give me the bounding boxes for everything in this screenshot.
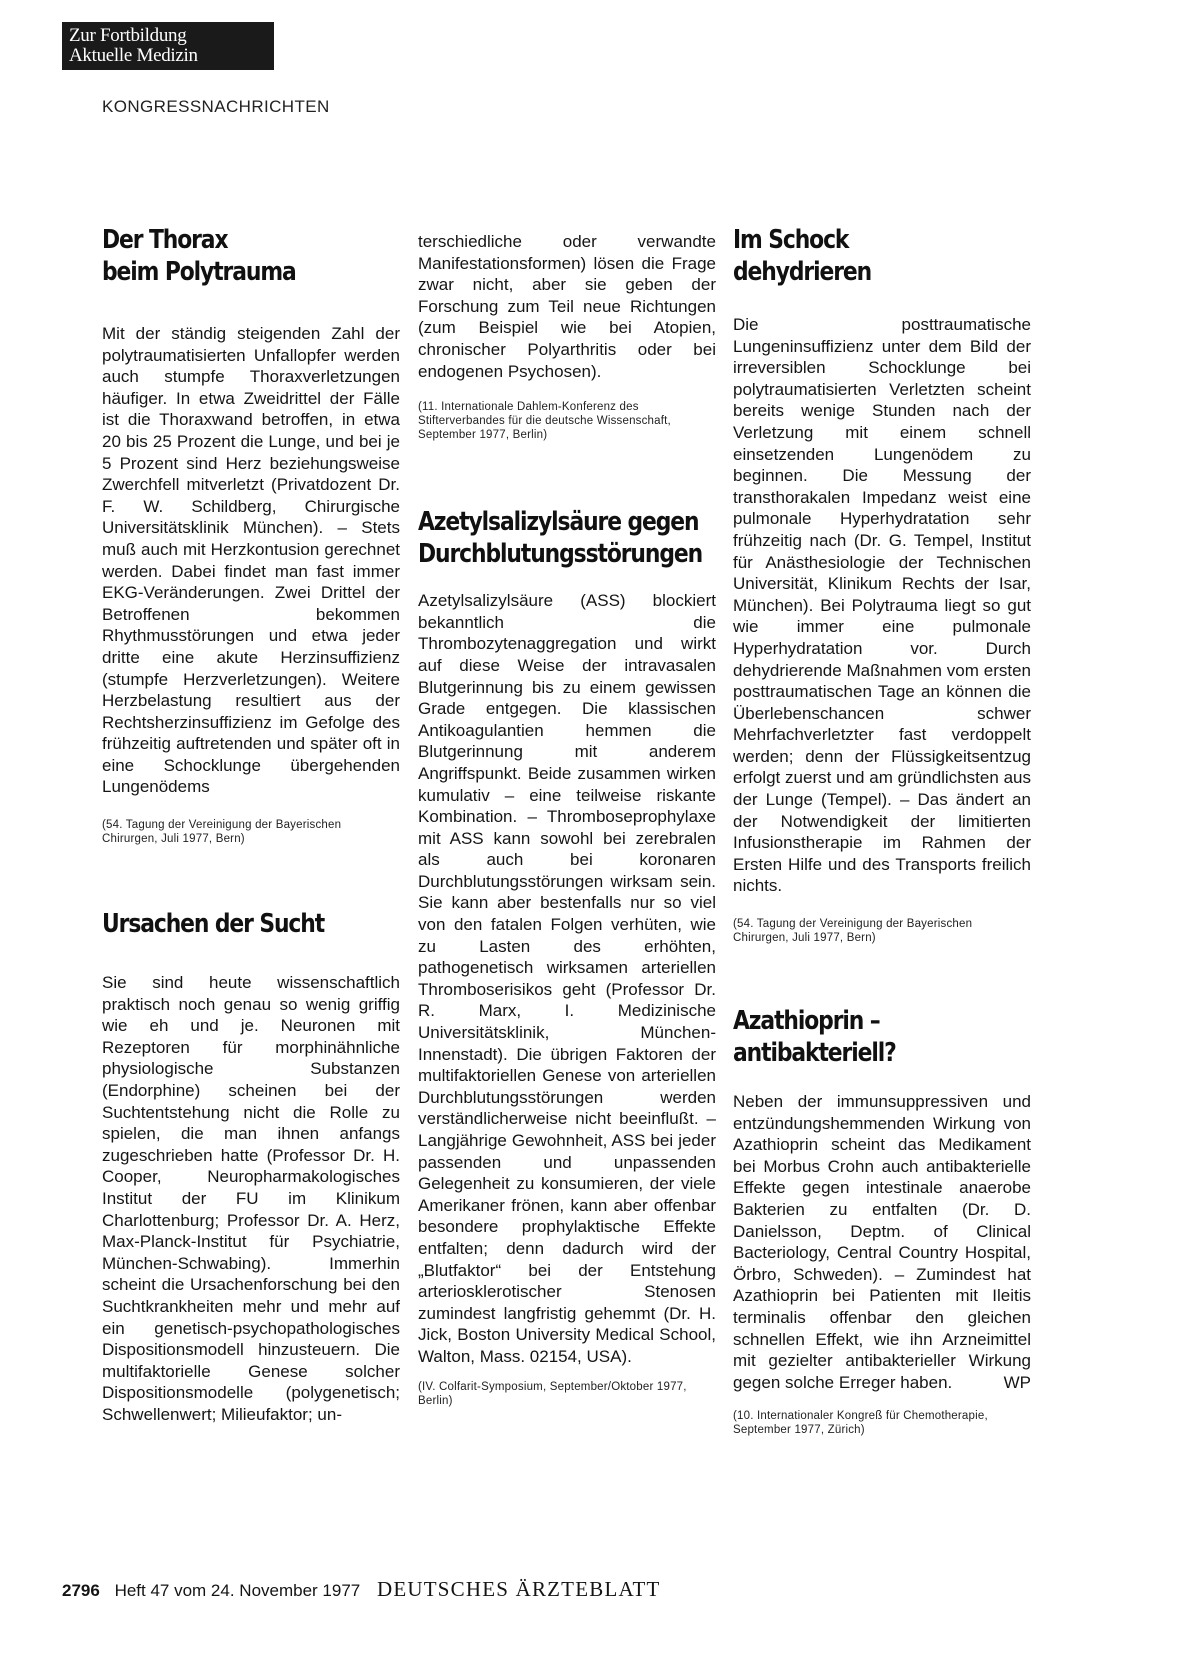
- headline-line: Durchblutungsstörungen: [418, 539, 703, 570]
- article-headline-ass: [418, 506, 716, 570]
- article-source-sucht: (11. Internationale Dahlem-Konferenz des Stifterverbandes für die deutsche Wissenschaft, September 1977, Berlin): [418, 401, 671, 442]
- article-source-schock: (54. Tagung der Vereinigung der Bayerischen Chirurgen, Juli 1977, Bern): [733, 918, 973, 945]
- journal-title: DEUTSCHES ÄRZTEBLATT: [376, 1577, 661, 1601]
- column-3: [733, 224, 1031, 1437]
- headline-line: Ursachen der Sucht: [102, 909, 325, 940]
- rubric-line-2: Aktuelle Medizin: [69, 45, 198, 66]
- headline-line: Azetylsalizylsäure gegen: [418, 507, 699, 538]
- author-signature: WP: [1003, 1372, 1031, 1392]
- headline-line: dehydrieren: [733, 257, 872, 287]
- article-body-sucht-continued: terschiedliche oder verwandte Manifestationsformen) lösen die Frage zwar nicht, aber sie geben der Forschung zum Teil neue Richtungen (zum Beispiel wie bei Atopien, chronischer Polyarthritis oder bei endogenen Psychosen).: [418, 232, 716, 381]
- column-1: [102, 224, 400, 1426]
- article-source-thorax: (54. Tagung der Vereinigung der Bayerischen Chirurgen, Juli 1977, Bern): [102, 819, 342, 846]
- section-title: KONGRESSNACHRICHTEN: [102, 97, 330, 116]
- headline-line: antibakteriell?: [733, 1038, 896, 1069]
- rubric-line-1: Zur Fortbildung: [69, 25, 187, 46]
- rubric-label: [62, 22, 274, 70]
- headline-line: Im Schock: [733, 225, 849, 255]
- headline-line: Azathioprin –: [733, 1006, 880, 1037]
- page-number: 2796: [62, 1581, 100, 1600]
- article-headline-azathioprin: [733, 1005, 1031, 1069]
- article-body-text: Neben der immunsuppressiven und entzündungshemmenden Wirkung von Azathioprin scheint das Medikament bei Morbus Crohn auch antibakterielle Effekte gegen intestinale anaerobe Bakterien zu entfalten (Dr. D. Danielsson, Deptm. of Clinical Bacteriology, Central Country Hospital, Örbro, Schweden). – Zumindest hat Azathioprin bei Patienten mit Ileitis terminalis offenbar den gleichen schnellen Effekt, wie ihn Arzneimittel mit gezielter antibakterieller Wirkung gegen solche Erreger haben.: [733, 1092, 1031, 1392]
- article-source-azathioprin: (10. Internationaler Kongreß für Chemotherapie, September 1977, Zürich): [733, 1410, 988, 1437]
- article-headline-thorax: [102, 224, 400, 288]
- article-body-thorax: Mit der ständig steigenden Zahl der polytraumatisierten Unfallopfer werden auch stumpfe Thoraxverletzungen häufiger. In etwa Zweidrittel der Fälle ist die Thoraxwand betroffen, in etwa 20 bis 25 Prozent die Lunge, und bei je 5 Prozent sind Herz beziehungsweise Zwerchfell mitverletzt (Privatdozent Dr. F. W. Schildberg, Chirurgische Universitätsklinik München). – Stets muß auch mit Herzkontusion gerechnet werden. Dabei findet man fast immer EKG-Veränderungen. Zwei Drittel der Betroffenen bekommen Rhythmusstörungen und etwa jeder dritte eine akute Herzinsuffizienz (stumpfe Herzverletzungen). Weitere Herzbelastung resultiert aus der Rechtsherzinsuffizienz im Gefolge des frühzeitig auftretenden und später oft in eine Schocklunge übergehenden Lungenödems: [102, 324, 400, 797]
- article-body-sucht: Sie sind heute wissenschaftlich praktisch noch genau so wenig griffig wie eh und je. Neuronen mit Rezeptoren für morphinähnliche physiologische Substanzen (Endorphine) scheinen bei der Suchtentstehung nicht die Rolle zu spielen, die man ihnen anfangs zugeschrieben hatte (Professor Dr. H. Cooper, Neuropharmakologisches Institut der FU im Klinikum Charlottenburg; Professor Dr. A. Herz, Max-Planck-Institut für Psychiatrie, München-Schwabing). Immerhin scheint die Ursachenforschung bei den Suchtkrankheiten mehr und mehr auf ein genetisch-psychopathologisches Dispositionsmodell hinzusteuern. Die multifaktorielle Genese solcher Dispositionsmodelle (polygenetisch; Schwellenwert; Milieufaktor; un-: [102, 973, 400, 1424]
- column-2: [418, 231, 716, 1408]
- article-source-ass: (IV. Colfarit-Symposium, September/Oktober 1977, Berlin): [418, 1380, 687, 1407]
- article-headline-sucht: [102, 908, 400, 940]
- article-body-ass: Azetylsalizylsäure (ASS) blockiert bekanntlich die Thrombozytenaggregation und wirkt auf diese Weise der intravasalen Blutgerinnung bis zu einem gewissen Grade entgegen. Die klassischen Antikoagulantien hemmen die Blutgerinnung mit anderem Angriffspunkt. Beide zusammen wirken kumulativ – eine teilweise riskante Kombination. – Thromboseprophylaxe mit ASS kann sowohl bei zerebralen als auch bei koronaren Durchblutungsstörungen wirksam sein. Sie kann aber bestenfalls nur so viel von den fatalen Folgen verhüten, wie zu Lasten des erhöhten, pathogenetisch wirksamen arteriellen Thromboserisikos geht (Professor Dr. R. Marx, I. Medizinische Universitätsklinik, München-Innenstadt). Die übrigen Faktoren der multifaktoriellen Genese von arteriellen Durchblutungsstörungen werden verständlicherweise nicht beeinflußt. – Langjährige Gewohnheit, ASS bei jeder passenden und unpassenden Gelegenheit zu konsumieren, der viele Amerikaner frönen, kann aber offenbar besondere prophylaktische Effekte entfalten; denn dadurch wird der „Blutfaktor“ bei der Entstehung arteriosklerotischer Stenosen zumindest langfristig gehemmt (Dr. H. Jick, Boston University Medical School, Walton, Mass. 02154, USA).: [418, 591, 716, 1366]
- issue-info: Heft 47 vom 24. November 1977: [114, 1581, 361, 1600]
- headline-line: beim Polytrauma: [102, 257, 296, 287]
- article-body-azathioprin: [733, 1091, 1031, 1393]
- page-footer: [62, 1577, 661, 1602]
- article-headline-schock: [733, 224, 1031, 288]
- headline-line: Der Thorax: [102, 225, 228, 255]
- article-body-schock: Die posttraumatische Lungeninsuffizienz unter dem Bild der irreversiblen Schocklunge bei polytraumatisierten Verletzten scheint bereits wenige Stunden nach der Verletzung mit einem schnell einsetzenden Lungenödem zu beginnen. Die Messung der transthorakalen Impedanz weist eine pulmonale Hyperhydratation sehr frühzeitig nach (Dr. G. Tempel, Institut für Anästhesiologie der Technischen Universität, Klinikum Rechts der Isar, München). Bei Polytrauma liegt so gut wie immer eine pulmonale Hyperhydratation vor. Durch dehydrierende Maßnahmen vom ersten posttraumatischen Tage an können die Überlebenschancen schwer Mehrfachverletzter fast verdoppelt werden; denn der Flüssigkeitsentzug erfolgt zuerst und am gründlichsten aus der Lunge (Tempel). – Das ändert an der Notwendigkeit der limitierten Infusionstherapie im Rahmen der Ersten Hilfe und des Transports freilich nichts.: [733, 315, 1031, 896]
